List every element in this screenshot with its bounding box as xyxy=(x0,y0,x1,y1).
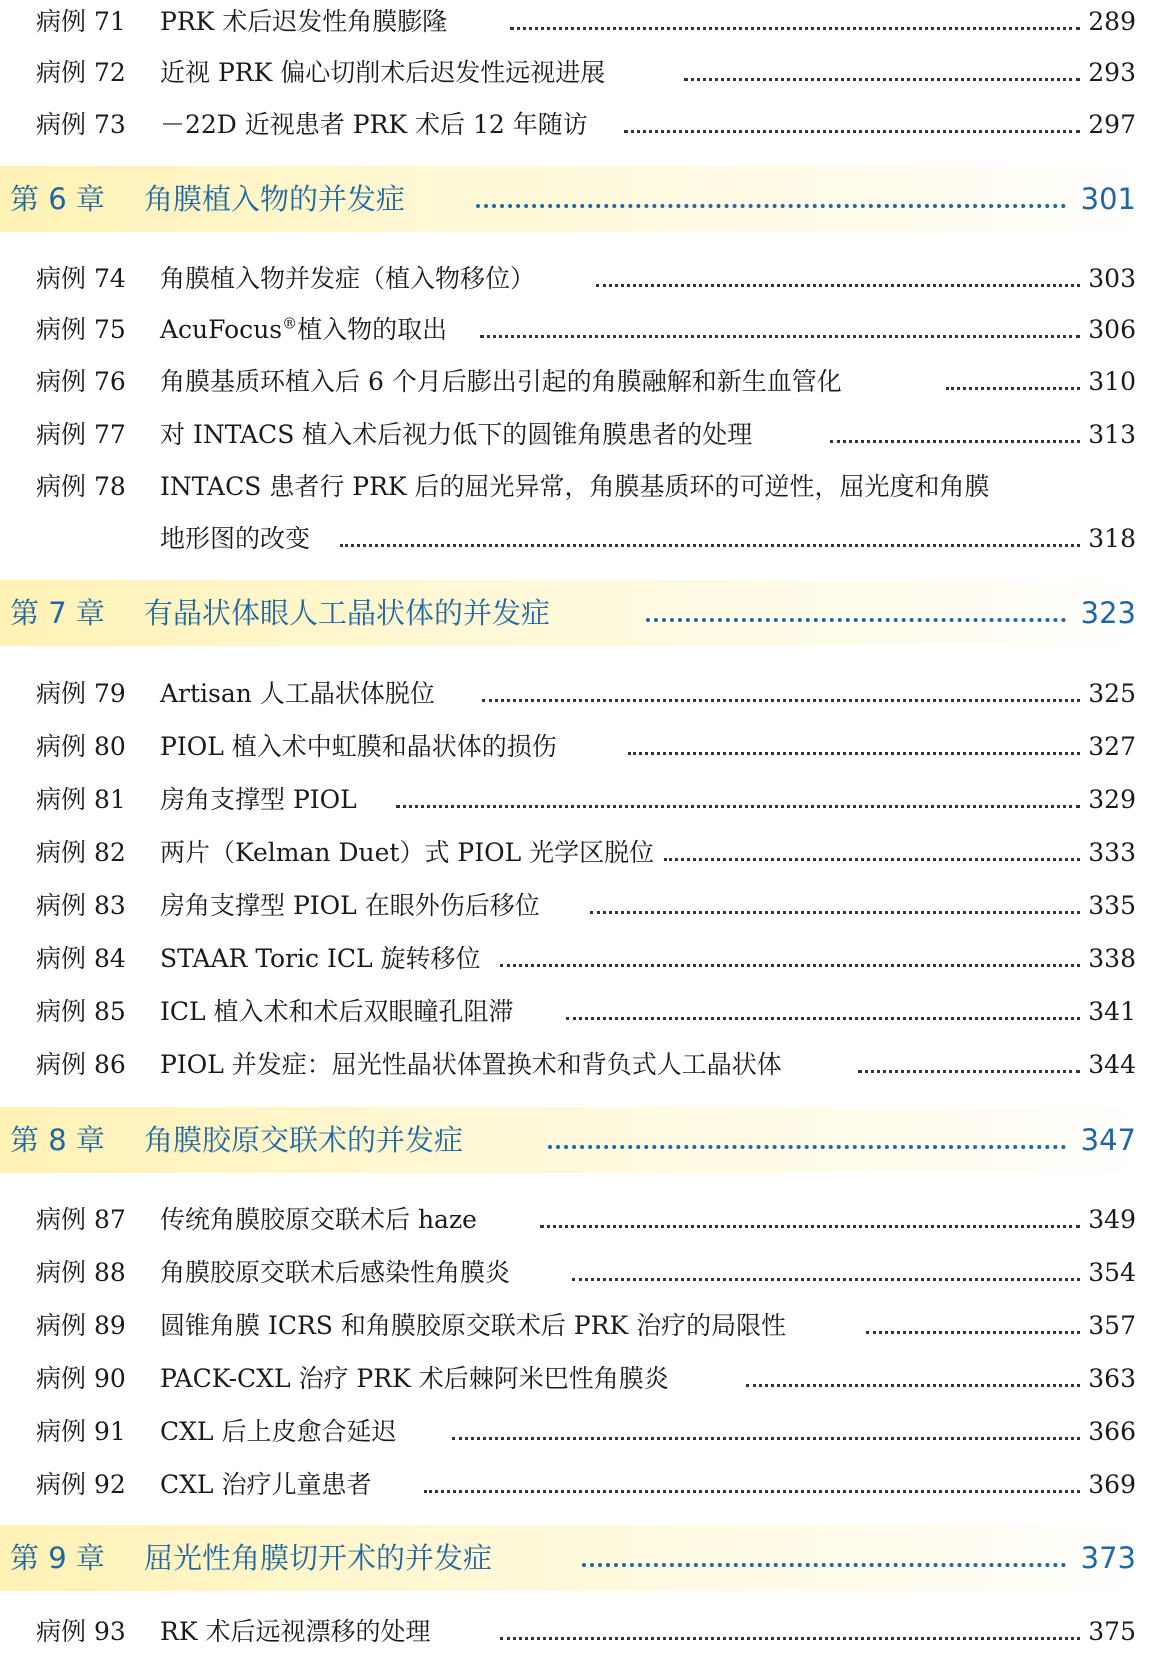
toc-entry[interactable] xyxy=(0,1200,1158,1240)
case-title: STAAR Toric ICL 旋转移位 xyxy=(160,944,481,973)
case-number: 病例 76 xyxy=(36,367,126,396)
dot-leader xyxy=(476,204,1066,208)
dot-leader xyxy=(624,130,1080,133)
case-title: PIOL 并发症：屈光性晶状体置换术和背负式人工晶状体 xyxy=(160,1050,782,1079)
case-title: PIOL 植入术中虹膜和晶状体的损伤 xyxy=(160,732,557,761)
case-title: PACK-CXL 治疗 PRK 术后棘阿米巴性角膜炎 xyxy=(160,1364,669,1393)
toc-entry[interactable] xyxy=(0,1306,1158,1346)
case-number: 病例 82 xyxy=(36,838,126,867)
page-number: 369 xyxy=(1088,1470,1136,1499)
dot-leader xyxy=(684,78,1080,81)
dot-leader xyxy=(566,1017,1080,1020)
dot-leader xyxy=(480,335,1080,338)
toc-entry[interactable] xyxy=(0,53,1158,93)
case-title: 角膜胶原交联术后感染性角膜炎 xyxy=(160,1258,511,1287)
page-number: 313 xyxy=(1088,420,1136,449)
page-number: 289 xyxy=(1088,7,1136,36)
dot-leader xyxy=(572,1278,1080,1281)
toc-entry[interactable] xyxy=(0,1359,1158,1399)
dot-leader xyxy=(548,1145,1066,1149)
page-number: 329 xyxy=(1088,785,1136,814)
page-number: 293 xyxy=(1088,58,1136,87)
case-number: 病例 81 xyxy=(36,785,126,814)
page-number: 375 xyxy=(1088,1617,1136,1646)
chapter-number: 第 9 章 xyxy=(10,1541,105,1575)
case-title: CXL 后上皮愈合延迟 xyxy=(160,1417,397,1446)
dot-leader xyxy=(340,544,1080,547)
case-title: 近视 PRK 偏心切削术后迟发性远视进展 xyxy=(160,58,606,87)
case-title: 两片（Kelman Duet）式 PIOL 光学区脱位 xyxy=(160,838,655,867)
page-number: 366 xyxy=(1088,1417,1136,1446)
page-number: 310 xyxy=(1088,367,1136,396)
dot-leader xyxy=(540,1225,1080,1228)
dot-leader xyxy=(482,699,1080,702)
case-title: PRK 术后迟发性角膜膨隆 xyxy=(160,7,448,36)
dot-leader xyxy=(582,1563,1066,1567)
toc-entry[interactable] xyxy=(0,939,1158,979)
case-number: 病例 85 xyxy=(36,997,126,1026)
case-title: 房角支撑型 PIOL xyxy=(160,785,357,814)
page-number: 357 xyxy=(1088,1311,1136,1340)
case-title: －22D 近视患者 PRK 术后 12 年随访 xyxy=(160,110,588,139)
case-number: 病例 71 xyxy=(36,7,126,36)
page-number: 325 xyxy=(1088,679,1136,708)
toc-entry[interactable] xyxy=(0,1045,1158,1085)
case-number: 病例 72 xyxy=(36,58,126,87)
case-title: INTACS 患者行 PRK 后的屈光异常，角膜基质环的可逆性，屈光度和角膜 xyxy=(160,472,990,501)
case-title: RK 术后远视漂移的处理 xyxy=(160,1617,431,1646)
dot-leader xyxy=(452,1437,1080,1440)
toc-entry[interactable] xyxy=(0,992,1158,1032)
chapter-heading[interactable] xyxy=(0,1107,1158,1173)
toc-entry[interactable] xyxy=(0,1253,1158,1293)
page-number: 327 xyxy=(1088,732,1136,761)
toc-entry[interactable] xyxy=(0,1412,1158,1452)
page-number: 333 xyxy=(1088,838,1136,867)
page-number: 303 xyxy=(1088,264,1136,293)
case-number: 病例 79 xyxy=(36,679,126,708)
toc-entry[interactable] xyxy=(0,259,1158,299)
case-title: 房角支撑型 PIOL 在眼外伤后移位 xyxy=(160,891,540,920)
toc-entry[interactable] xyxy=(0,1465,1158,1505)
case-title: 角膜基质环植入后 6 个月后膨出引起的角膜融解和新生血管化 xyxy=(160,367,842,396)
case-title: CXL 治疗儿童患者 xyxy=(160,1470,372,1499)
chapter-title: 有晶状体眼人工晶状体的并发症 xyxy=(144,596,551,630)
case-number: 病例 92 xyxy=(36,1470,126,1499)
toc-entry[interactable] xyxy=(0,727,1158,767)
chapter-heading[interactable] xyxy=(0,580,1158,646)
dot-leader xyxy=(628,752,1080,755)
case-number: 病例 91 xyxy=(36,1417,126,1446)
case-title: 角膜植入物并发症（植入物移位） xyxy=(160,264,536,293)
case-number: 病例 78 xyxy=(36,472,126,501)
page-number: 338 xyxy=(1088,944,1136,973)
toc-entry[interactable] xyxy=(0,674,1158,714)
registered-mark: ® xyxy=(282,314,298,333)
toc-entry[interactable] xyxy=(0,833,1158,873)
dot-leader xyxy=(596,284,1080,287)
case-title: 对 INTACS 植入术后视力低下的圆锥角膜患者的处理 xyxy=(160,420,753,449)
page-number: 354 xyxy=(1088,1258,1136,1287)
dot-leader xyxy=(500,1637,1080,1640)
toc-entry[interactable] xyxy=(0,886,1158,926)
case-number: 病例 87 xyxy=(36,1205,126,1234)
page-number: 306 xyxy=(1088,315,1136,344)
dot-leader xyxy=(590,911,1080,914)
case-title: Artisan 人工晶状体脱位 xyxy=(160,679,435,708)
dot-leader xyxy=(500,964,1080,967)
dot-leader xyxy=(396,805,1080,808)
case-number: 病例 93 xyxy=(36,1617,126,1646)
toc-entry[interactable] xyxy=(0,780,1158,820)
case-number: 病例 89 xyxy=(36,1311,126,1340)
dot-leader xyxy=(646,618,1066,622)
toc-entry[interactable] xyxy=(0,310,1158,350)
toc-entry[interactable] xyxy=(0,415,1158,455)
dot-leader xyxy=(424,1490,1080,1493)
toc-entry[interactable] xyxy=(0,105,1158,145)
dot-leader xyxy=(746,1384,1080,1387)
case-number: 病例 88 xyxy=(36,1258,126,1287)
chapter-number: 第 6 章 xyxy=(10,182,105,216)
case-title: ICL 植入术和术后双眼瞳孔阻滞 xyxy=(160,997,514,1026)
dot-leader xyxy=(664,858,1080,861)
case-number: 病例 74 xyxy=(36,264,126,293)
case-number: 病例 80 xyxy=(36,732,126,761)
case-title xyxy=(160,310,447,350)
case-title: 地形图的改变 xyxy=(160,524,311,553)
toc-entry-continuation[interactable] xyxy=(0,519,1158,559)
chapter-title: 屈光性角膜切开术的并发症 xyxy=(144,1541,493,1575)
dot-leader xyxy=(858,1070,1080,1073)
dot-leader xyxy=(830,440,1080,443)
page-number: 349 xyxy=(1088,1205,1136,1234)
case-title: 传统角膜胶原交联术后 haze xyxy=(160,1205,477,1234)
page-number: 344 xyxy=(1088,1050,1136,1079)
dot-leader xyxy=(510,27,1080,30)
case-number: 病例 90 xyxy=(36,1364,126,1393)
chapter-page-number: 323 xyxy=(1080,596,1136,630)
chapter-number: 第 8 章 xyxy=(10,1123,105,1157)
case-title-rest: 植入物的取出 xyxy=(297,315,448,344)
case-number: 病例 84 xyxy=(36,944,126,973)
chapter-page-number: 301 xyxy=(1080,182,1136,216)
case-title-brand: AcuFocus xyxy=(160,315,283,344)
case-number: 病例 77 xyxy=(36,420,126,449)
dot-leader xyxy=(946,387,1080,390)
case-number: 病例 86 xyxy=(36,1050,126,1079)
chapter-title: 角膜植入物的并发症 xyxy=(144,182,406,216)
page-number: 297 xyxy=(1088,110,1136,139)
chapter-heading[interactable] xyxy=(0,166,1158,232)
case-number: 病例 73 xyxy=(36,110,126,139)
chapter-page-number: 347 xyxy=(1080,1123,1136,1157)
chapter-page-number: 373 xyxy=(1080,1541,1136,1575)
toc-entry[interactable] xyxy=(0,467,1158,507)
toc-entry[interactable] xyxy=(0,1612,1158,1652)
dot-leader xyxy=(866,1331,1080,1334)
toc-entry[interactable] xyxy=(0,362,1158,402)
chapter-title: 角膜胶原交联术的并发症 xyxy=(144,1123,464,1157)
page-number: 363 xyxy=(1088,1364,1136,1393)
page-number: 318 xyxy=(1088,524,1136,553)
chapter-heading[interactable] xyxy=(0,1525,1158,1591)
toc-entry[interactable] xyxy=(0,2,1158,42)
page-number: 335 xyxy=(1088,891,1136,920)
page-number: 341 xyxy=(1088,997,1136,1026)
case-title: 圆锥角膜 ICRS 和角膜胶原交联术后 PRK 治疗的局限性 xyxy=(160,1311,787,1340)
case-number: 病例 83 xyxy=(36,891,126,920)
chapter-number: 第 7 章 xyxy=(10,596,105,630)
case-number: 病例 75 xyxy=(36,315,126,344)
